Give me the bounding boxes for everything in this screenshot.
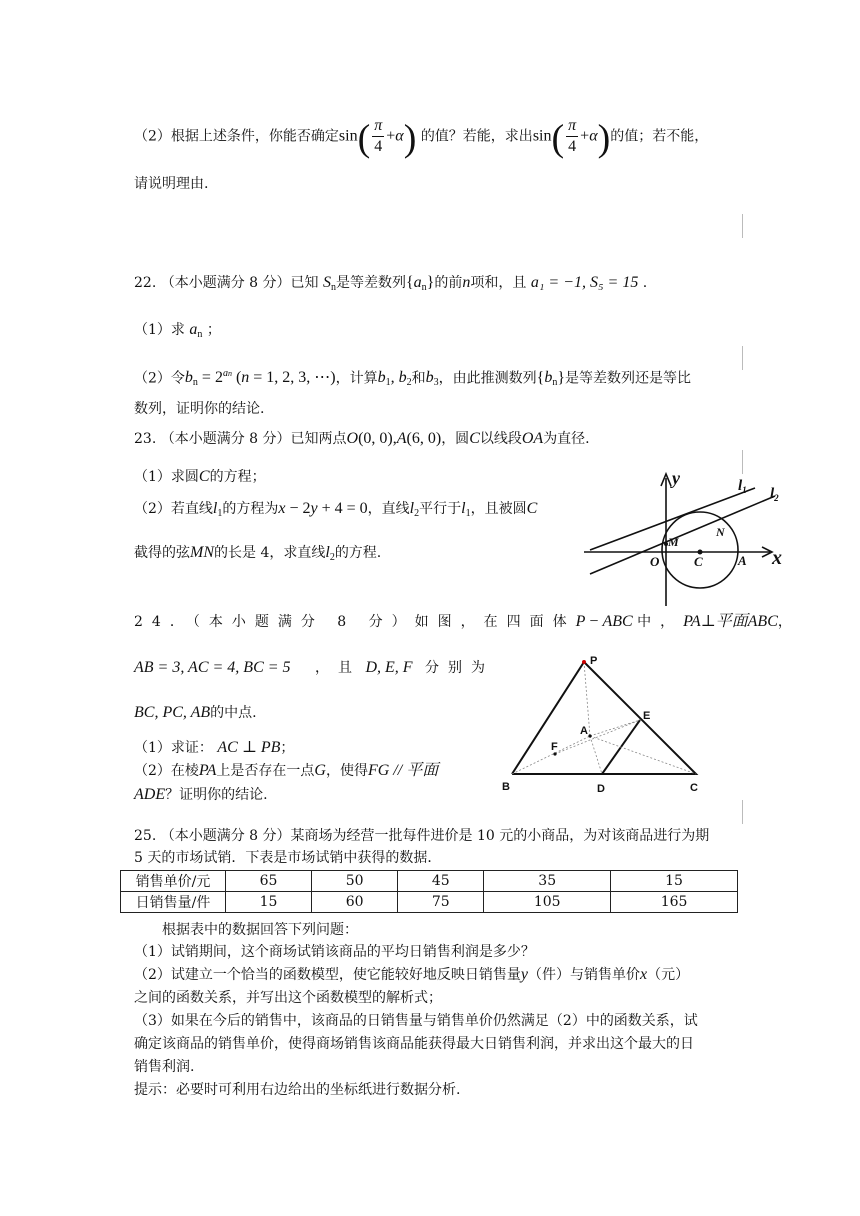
line-label-l1: $l_1$ bbox=[738, 478, 747, 495]
q23-part2-line1: （2）若直线$l_1$的方程为x − 2y + 4 = 0，直线$l_2$平行于$l_1$，且被圆C bbox=[134, 500, 538, 519]
point-label-a: A bbox=[738, 553, 747, 568]
margin-mark bbox=[742, 214, 743, 238]
q21-part2-line1: （2）根据上述条件，你能否确定sin( $\frac{\pi}{4}$ +α) 的值？若能，求出sin( $\frac{\pi}{4}$ +α)的值；若不能， bbox=[134, 117, 709, 160]
q25-part2-line2: 之间的函数关系，并写出这个函数模型的解析式； bbox=[134, 990, 442, 1006]
vertex-label-e: E bbox=[643, 710, 651, 722]
vertex-label-f: F bbox=[551, 741, 558, 753]
q25-head-line2: 5 天的市场试销．下表是市场试销中获得的数据． bbox=[134, 850, 442, 866]
point-label-n: N bbox=[716, 525, 725, 539]
q24-tetrahedron-figure bbox=[500, 652, 710, 800]
table-cell: 45 bbox=[398, 871, 484, 892]
vertex-label-d: D bbox=[597, 783, 605, 795]
margin-mark bbox=[742, 346, 743, 370]
line-label-l2: $l_2$ bbox=[770, 486, 779, 503]
table-cell: 15 bbox=[611, 871, 738, 892]
vertex-label-c: C bbox=[690, 782, 698, 794]
vertex-label-p: P bbox=[590, 655, 598, 667]
point-label-m: M bbox=[668, 535, 679, 549]
q21-part2-line2: 请说明理由. bbox=[134, 176, 209, 192]
table-row-label: 日销售量/件 bbox=[121, 892, 226, 913]
table-cell: 60 bbox=[312, 892, 398, 913]
q25-intro: 根据表中的数据回答下列问题： bbox=[162, 922, 358, 938]
q24-line2: AB = 3, AC = 4, BC = 5 ，且 D, E, F 分别为 bbox=[134, 659, 495, 676]
q25-part3-line2: 确定该商品的销售单价，使得商场销售该商品能获得最大日销售利润，并求出这个最大的日 bbox=[134, 1036, 694, 1052]
q24-head: 24．（本小题满分 8 分）如图，在四面体P − ABC 中，PA⊥平面ABC， bbox=[134, 613, 792, 630]
q25-part1: （1）试销期间，这个商场试销该商品的平均日销售利润是多少？ bbox=[134, 944, 535, 960]
table-row-label: 销售单价/元 bbox=[121, 871, 226, 892]
q22-part1: （1）求 $a_n$ ； bbox=[134, 321, 221, 340]
q23-part2-line2: 截得的弦MN的长是 4，求直线$l_2$的方程. bbox=[134, 544, 382, 563]
table-cell: 50 bbox=[312, 871, 398, 892]
sales-data-table bbox=[120, 870, 738, 913]
table-cell: 75 bbox=[398, 892, 484, 913]
q24-line3: BC, PC, AB的中点. bbox=[134, 704, 257, 721]
q24-part2-line1: （2）在棱PA上是否存在一点G，使得FG // 平面 bbox=[134, 762, 439, 779]
q22-head: 22. （本小题满分 8 分）已知 $S_n$是等差数列$\{a_n\}$的前n项和，且 a₁ = −1, S₅ = 15 . bbox=[134, 274, 648, 293]
vertex-label-a: A bbox=[580, 725, 588, 737]
vertex-label-b: B bbox=[502, 781, 510, 793]
q24-part1: （1）求证： AC ⊥ PB； bbox=[134, 739, 295, 756]
margin-mark bbox=[742, 800, 743, 824]
table-row bbox=[121, 871, 738, 892]
q22-part2-line1: （2）令$b_n = 2^{an}$ (n = 1, 2, 3, ⋯)，计算$b_1$, $b_2$和$b_3$，由此推测数列$\{b_n\}$是等差数列还是等比 bbox=[134, 368, 692, 389]
q25-hint: 提示：必要时可利用右边给出的坐标纸进行数据分析. bbox=[134, 1082, 461, 1098]
point-label-c: C bbox=[694, 554, 703, 569]
q23-part1: （1）求圆C的方程； bbox=[134, 468, 266, 485]
table-cell: 165 bbox=[611, 892, 738, 913]
table-cell: 15 bbox=[226, 892, 312, 913]
q23-head: 23. （本小题满分 8 分）已知两点O(0, 0),A(6, 0)，圆C以线段OA为直径. bbox=[134, 430, 590, 447]
point-label-o: O bbox=[650, 554, 660, 569]
q24-part2-line2: ADE？证明你的结论. bbox=[134, 786, 268, 803]
table-cell: 65 bbox=[226, 871, 312, 892]
axis-label-y: y bbox=[672, 468, 680, 488]
q22-condition: a₁ = −1, S₅ = 15 bbox=[530, 274, 639, 291]
q25-part3-line3: 销售利润. bbox=[134, 1059, 195, 1075]
table-cell: 35 bbox=[484, 871, 611, 892]
q25-part2-line1: （2）试建立一个恰当的函数模型，使它能较好地反映日销售量y（件）与销售单价x（元） bbox=[134, 966, 690, 983]
q22-part2-line2: 数列，证明你的结论. bbox=[134, 401, 265, 417]
table-cell: 105 bbox=[484, 892, 611, 913]
q25-part3-line1: （3）如果在今后的销售中，该商品的日销售量与销售单价仍然满足（2）中的函数关系，试 bbox=[134, 1013, 698, 1029]
axis-label-x: x bbox=[772, 547, 782, 569]
table-row bbox=[121, 892, 738, 913]
q23-circle-figure bbox=[580, 466, 790, 606]
q25-head-line1: 25. （本小题满分 8 分）某商场为经营一批每件进价是 10 元的小商品，为对该商品进行为期 bbox=[134, 828, 710, 844]
